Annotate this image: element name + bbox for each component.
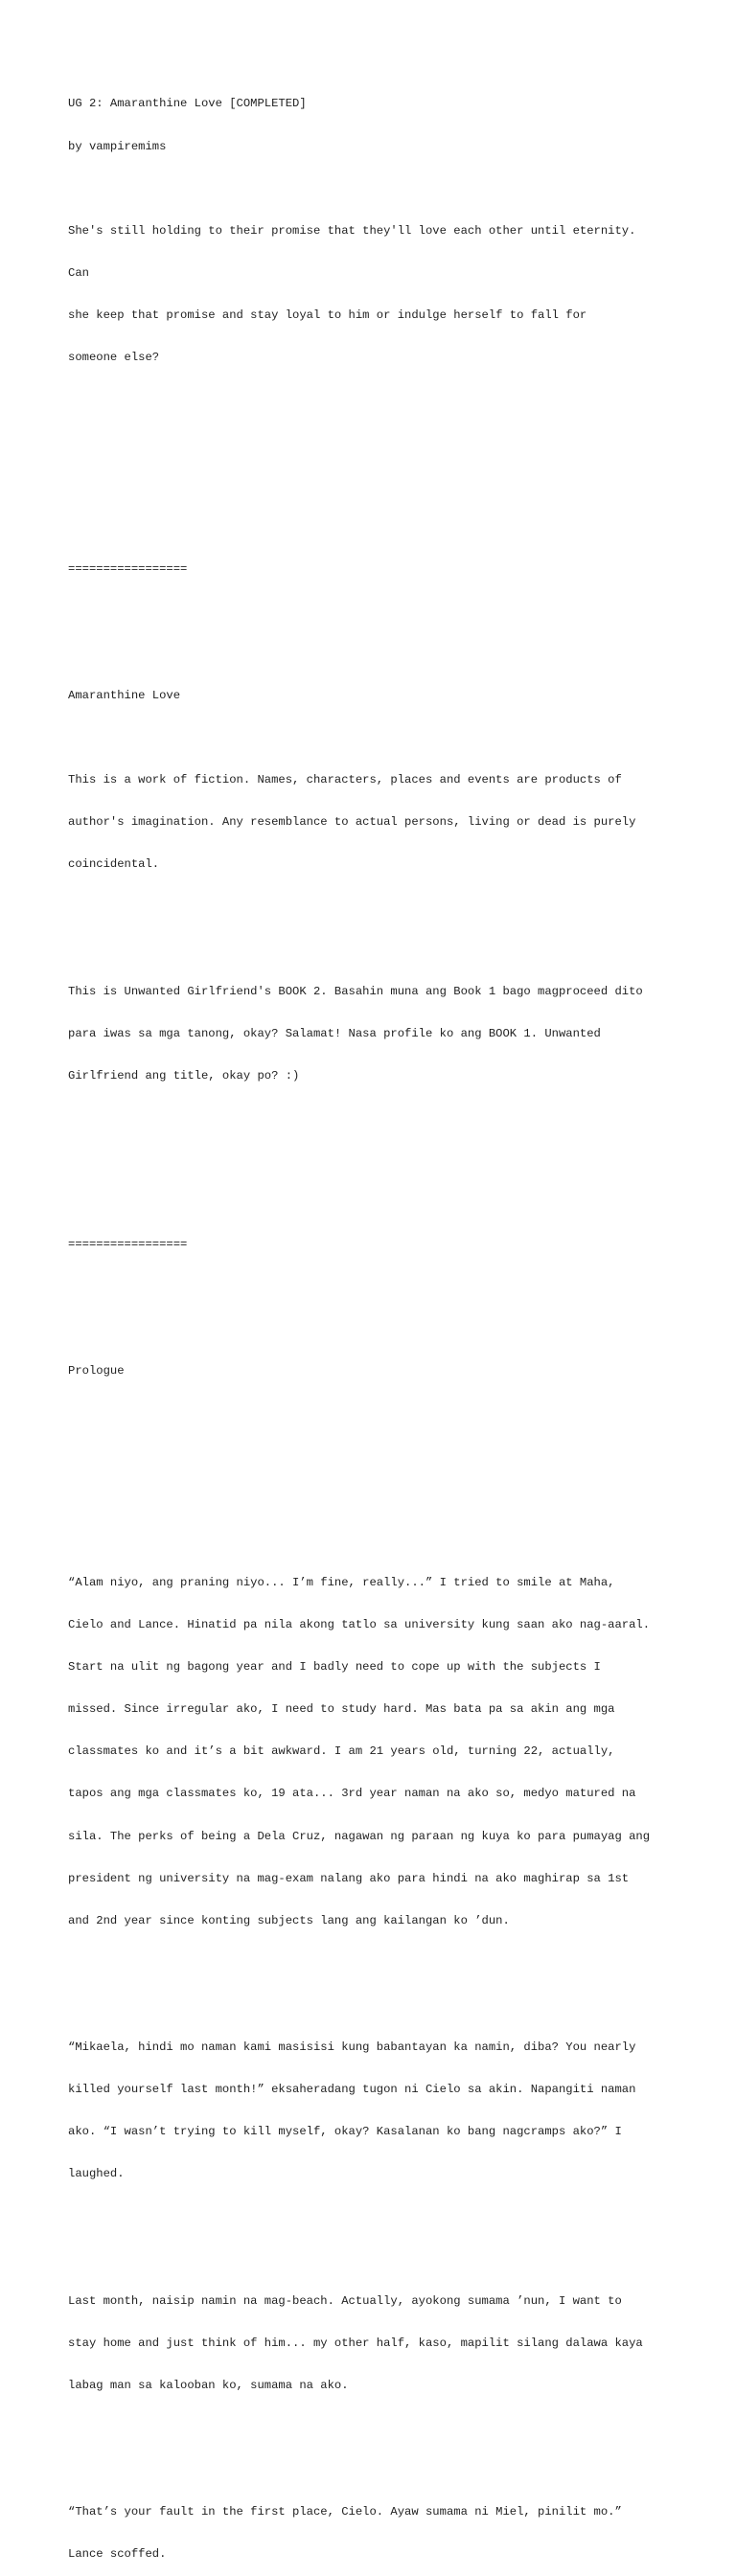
blurb-line: Can — [68, 265, 89, 280]
paragraph-line: stay home and just think of him... my other half, kaso, mapilit silang dalawa kaya — [68, 2336, 643, 2350]
note-line: Girlfriend ang title, okay po? :) — [68, 1068, 300, 1083]
book-title: Amaranthine Love — [68, 688, 181, 702]
paragraph-line: president ng university na mag-exam nalang ako para hindi na ako maghirap sa 1st — [68, 1871, 630, 1885]
document-page — [68, 69, 681, 2576]
note-line: para iwas sa mga tanong, okay? Salamat! Nasa profile ko ang BOOK 1. Unwanted — [68, 1026, 601, 1040]
paragraph-line: classmates ko and it’s a bit awkward. I am 21 years old, turning 22, actually, — [68, 1744, 615, 1759]
paragraph-line: Last month, naisip namin na mag-beach. Actually, ayokong sumama ’nun, I want to — [68, 2293, 622, 2308]
paragraph-line: laughed. — [68, 2167, 125, 2181]
paragraph-line: missed. Since irregular ako, I need to study hard. Mas bata pa sa akin ang mga — [68, 1702, 615, 1717]
paragraph-line: Start na ulit ng bagong year and I badly need to cope up with the subjects I — [68, 1660, 601, 1675]
author-byline: by vampiremims — [68, 139, 167, 153]
paragraph-line: Cielo and Lance. Hinatid pa nila akong tatlo sa university kung saan ako nag-aaral. — [68, 1618, 651, 1632]
paragraph-line: Lance scoffed. — [68, 2547, 167, 2562]
separator: ================= — [68, 561, 188, 576]
blurb-line: someone else? — [68, 351, 160, 365]
story-title: UG 2: Amaranthine Love [COMPLETED] — [68, 97, 307, 111]
paragraph-line: sila. The perks of being a Dela Cruz, nagawan ng paraan ng kuya ko para pumayag ang — [68, 1829, 651, 1843]
disclaimer-line: This is a work of fiction. Names, characters, places and events are products of — [68, 773, 622, 787]
chapter-heading: Prologue — [68, 1364, 125, 1379]
disclaimer-line: author's imagination. Any resemblance to actual persons, living or dead is purely — [68, 815, 636, 830]
paragraph-line: and 2nd year since konting subjects lang ang kailangan ko ’dun. — [68, 1913, 510, 1927]
paragraph-line: killed yourself last month!” eksaheradang tugon ni Cielo sa akin. Napangiti naman — [68, 2083, 636, 2097]
paragraph-line: ako. “I wasn’t trying to kill myself, okay? Kasalanan ko bang nagcramps ako?” I — [68, 2125, 622, 2139]
paragraph-line: “Mikaela, hindi mo naman kami masisisi kung babantayan ka namin, diba? You nearly — [68, 2040, 636, 2055]
paragraph-line: “Alam niyo, ang praning niyo... I’m fine, really...” I tried to smile at Maha, — [68, 1575, 615, 1589]
paragraph-line: “That’s your fault in the first place, Cielo. Ayaw sumama ni Miel, pinilit mo.” — [68, 2505, 622, 2519]
separator: ================= — [68, 1238, 188, 1252]
paragraph-line: tapos ang mga classmates ko, 19 ata... 3rd year naman na ako so, medyo matured na — [68, 1787, 636, 1801]
blurb-line: she keep that promise and stay loyal to him or indulge herself to fall for — [68, 308, 587, 322]
paragraph-line: labag man sa kalooban ko, sumama na ako. — [68, 2378, 349, 2392]
note-line: This is Unwanted Girlfriend's BOOK 2. Basahin muna ang Book 1 bago magproceed dito — [68, 984, 643, 998]
disclaimer-line: coincidental. — [68, 857, 160, 872]
blurb-line: She's still holding to their promise that they'll love each other until eternity. — [68, 223, 636, 238]
